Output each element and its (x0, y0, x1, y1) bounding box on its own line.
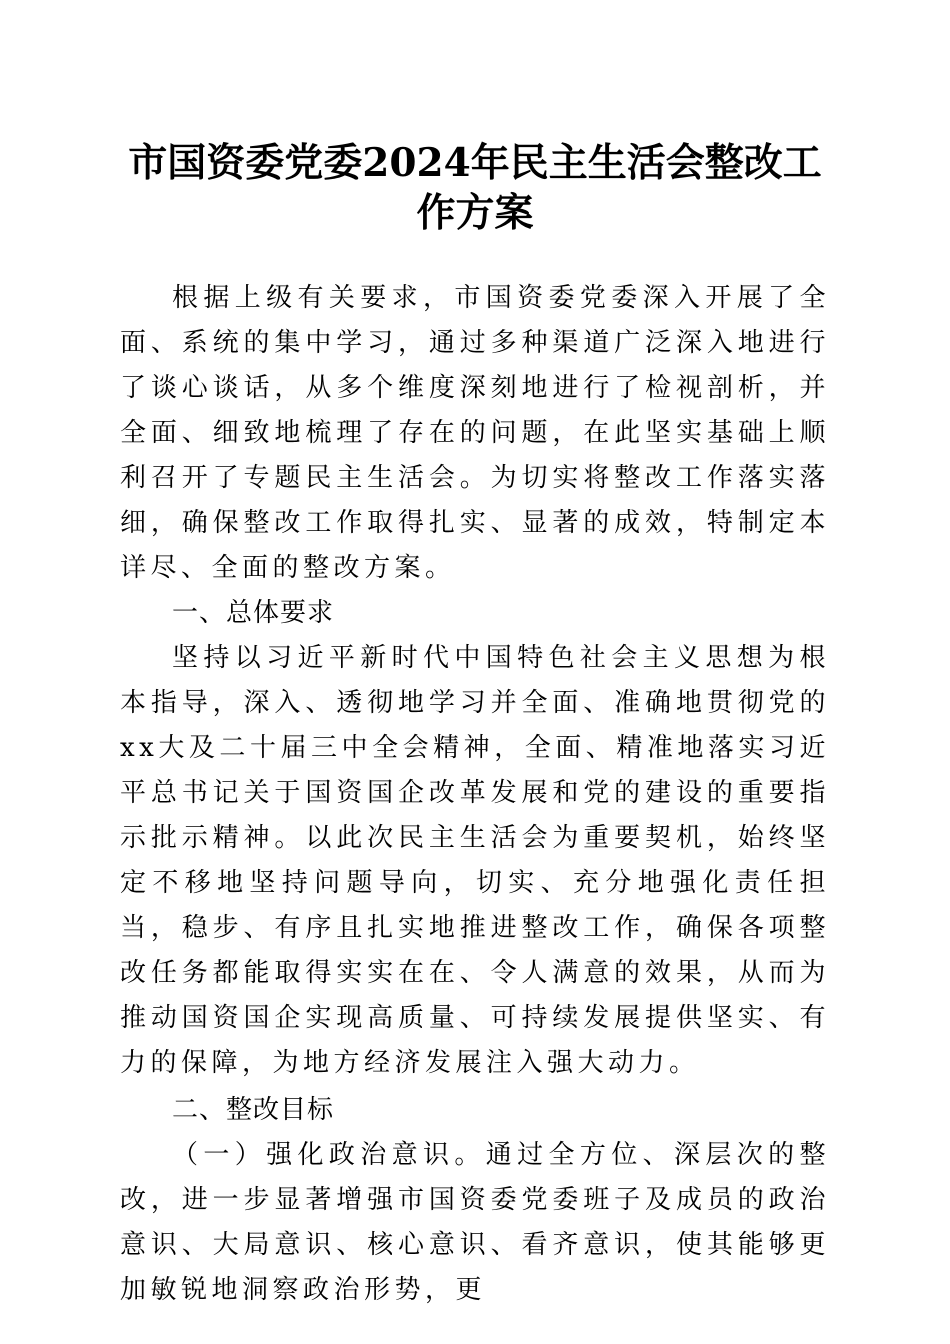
paragraph-intro: 根据上级有关要求，市国资委党委深入开展了全面、系统的集中学习，通过多种渠道广泛深入地进行了谈心谈话，从多个维度深刻地进行了检视剖析，并全面、细致地梳理了存在的问题，在此坚实基础上顺利召开了专题民主生活会。为切实将整改工作落实落细，确保整改工作取得扎实、显著的成效，特制定本详尽、全面的整改方案。 (120, 283, 830, 583)
section-heading-rectification-goals: 二、整改目标 (172, 1095, 335, 1125)
section-heading-overall-requirements: 一、总体要求 (172, 598, 335, 628)
paragraph-requirements: 坚持以习近平新时代中国特色社会主义思想为根本指导，深入、透彻地学习并全面、准确地贯彻党的xx大及二十届三中全会精神，全面、精准地落实习近平总书记关于国资国企改革发展和党的建设的重要指示批示精神。以此次民主生活会为重要契机，始终坚定不移地坚持问题导向，切实、充分地强化责任担当，稳步、有序且扎实地推进整改工作，确保各项整改任务都能取得实实在在、令人满意的效果，从而为推动国资国企实现高质量、可持续发展提供坚实、有力的保障，为地方经济发展注入强大动力。 (120, 643, 830, 1078)
document-title: 市国资委党委2024年民主生活会整改工作方案 (128, 140, 822, 236)
paragraph-goal-1: （一）强化政治意识。通过全方位、深层次的整改，进一步显著增强市国资委党委班子及成员的政治意识、大局意识、核心意识、看齐意识，使其能够更加敏锐地洞察政治形势，更 (120, 1140, 830, 1305)
document-body (120, 276, 830, 1313)
